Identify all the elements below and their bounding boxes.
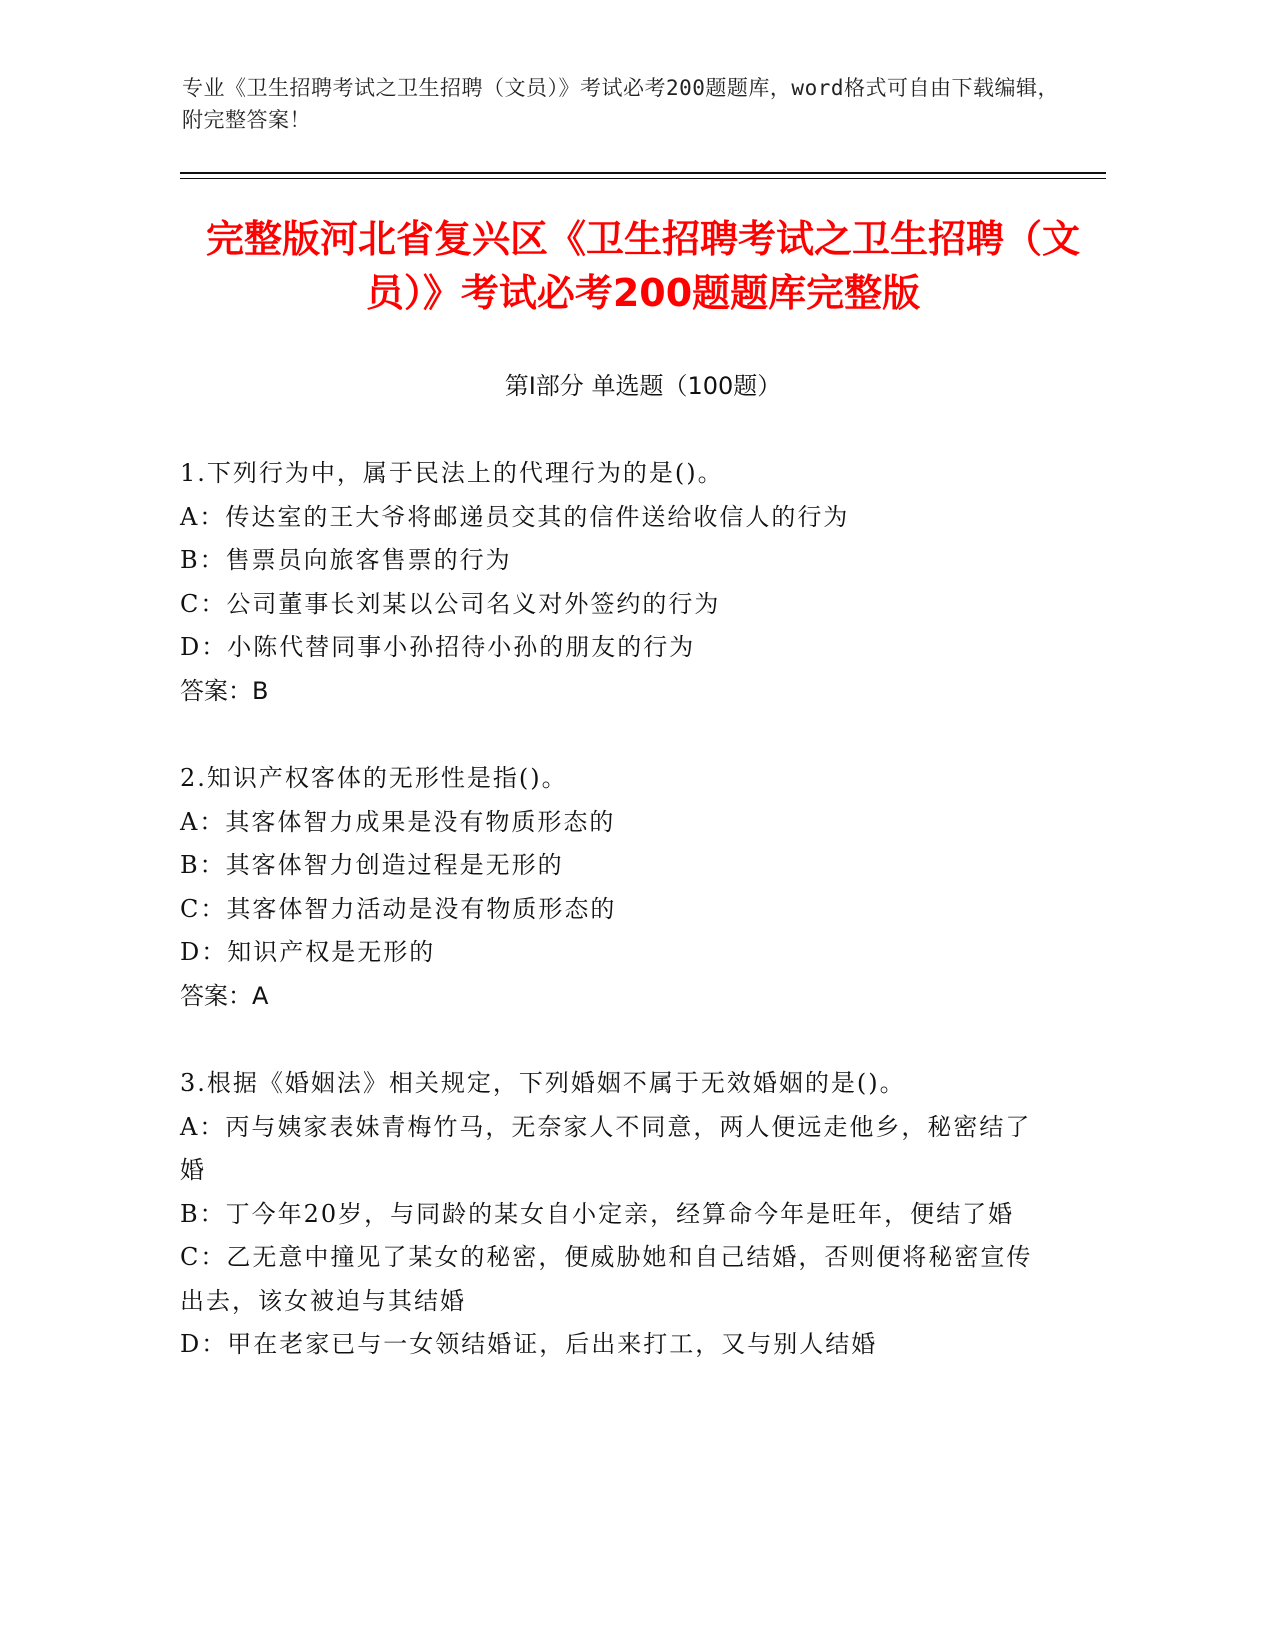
header-divider-thin (180, 178, 1106, 179)
option-d: D：小陈代替同事小孙招待小孙的朋友的行为 (180, 633, 696, 661)
question-stem: 2.知识产权客体的无形性是指()。 (180, 764, 568, 792)
answer: 答案：B (180, 676, 269, 705)
question-2 (180, 757, 1040, 1018)
option-d: D：甲在老家已与一女领结婚证，后出来打工，又与别人结婚 (180, 1330, 878, 1358)
question-1 (180, 452, 1040, 713)
question-list (180, 452, 1040, 1411)
question-stem: 3.根据《婚姻法》相关规定，下列婚姻不属于无效婚姻的是()。 (180, 1069, 906, 1097)
option-c: C：公司董事长刘某以公司名义对外签约的行为 (180, 589, 721, 618)
option-d: D：知识产权是无形的 (180, 938, 436, 966)
option-c: C：乙无意中撞见了某女的秘密，便威胁她和自己结婚，否则便将秘密宣传出去，该女被迫与其结婚 (180, 1243, 1033, 1315)
question-stem: 1.下列行为中，属于民法上的代理行为的是()。 (180, 459, 724, 487)
option-b: B：丁今年20岁，与同龄的某女自小定亲，经算命今年是旺年，便结了婚 (180, 1199, 1015, 1228)
option-b: B：其客体智力创造过程是无形的 (180, 851, 564, 879)
option-a: A：传达室的王大爷将邮递员交其的信件送给收信人的行为 (180, 502, 850, 531)
answer: 答案：A (180, 981, 269, 1010)
question-3 (180, 1062, 1040, 1367)
header-note: 专业《卫生招聘考试之卫生招聘（文员）》考试必考200题题库，word格式可自由下载编辑，附完整答案！ (182, 76, 1059, 132)
document-title: 完整版河北省复兴区《卫生招聘考试之卫生招聘（文员）》考试必考200题题库完整版 (205, 217, 1080, 315)
option-c: C：其客体智力活动是没有物质形态的 (180, 894, 617, 923)
section-title: 第I部分 单选题（100题） (504, 372, 782, 400)
option-a: A：丙与姨家表妹青梅竹马，无奈家人不同意，两人便远走他乡，秘密结了婚 (180, 1112, 1032, 1184)
header-divider-thick (180, 172, 1106, 174)
option-a: A：其客体智力成果是没有物质形态的 (180, 807, 616, 836)
option-b: B：售票员向旅客售票的行为 (180, 546, 512, 574)
